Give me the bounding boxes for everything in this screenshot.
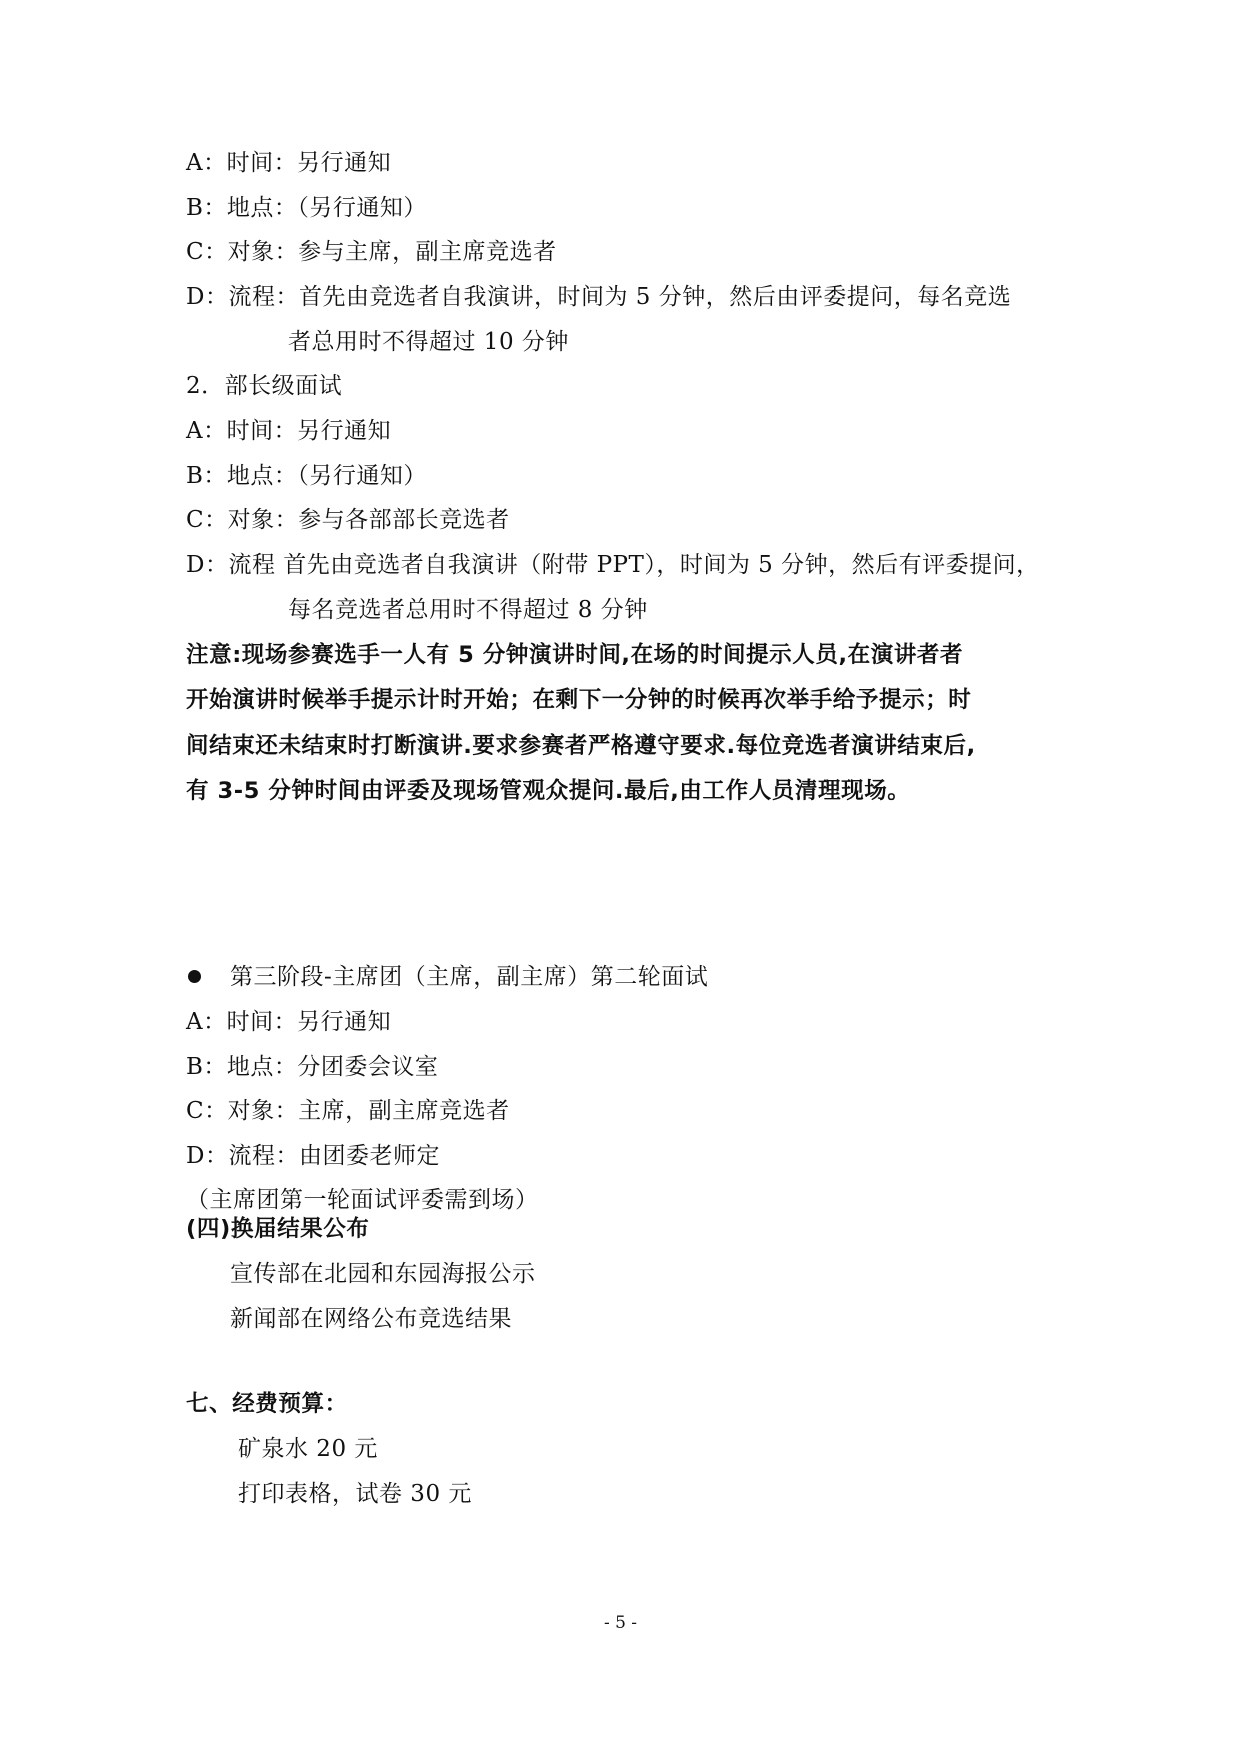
minister-location: B：地点：（另行通知） — [186, 463, 427, 489]
round1-time: A：时间：另行通知 — [186, 150, 392, 176]
results-item-2: 新闻部在网络公布竞选结果 — [230, 1306, 512, 1332]
stage3-note: （主席团第一轮面试评委需到场） — [186, 1187, 539, 1213]
minister-process-line1: D：流程 首先由竞选者自我演讲（附带 PPT），时间为 5 分钟，然后有评委提问， — [186, 552, 1040, 578]
budget-heading: 七、经费预算： — [186, 1391, 348, 1417]
minister-target: C：对象：参与各部部长竞选者 — [186, 507, 510, 533]
round1-process-line2: 者总用时不得超过 10 分钟 — [288, 329, 569, 355]
bullet-icon — [188, 970, 201, 983]
stage3-process: D：流程：由团委老师定 — [186, 1143, 440, 1169]
notice-line4: 有 3-5 分钟时间由评委及现场管观众提问.最后,由工作人员清理现场。 — [186, 778, 911, 804]
round1-location: B：地点：（另行通知） — [186, 195, 427, 221]
stage3-time: A：时间：另行通知 — [186, 1009, 392, 1035]
minister-process-line2: 每名竞选者总用时不得超过 8 分钟 — [288, 597, 648, 623]
page-number: - 5 - — [603, 1613, 638, 1633]
notice-line3: 间结束还未结束时打断演讲.要求参赛者严格遵守要求.每位竞选者演讲结束后, — [186, 733, 976, 759]
stage3-location: B：地点：分团委会议室 — [186, 1054, 439, 1080]
notice-line2: 开始演讲时候举手提示计时开始；在剩下一分钟的时候再次举手给予提示；时 — [186, 687, 972, 713]
results-item-1: 宣传部在北园和东园海报公示 — [230, 1261, 536, 1287]
minister-time: A：时间：另行通知 — [186, 418, 392, 444]
notice-line1: 注意:现场参赛选手一人有 5 分钟演讲时间,在场的时间提示人员,在演讲者者 — [186, 642, 964, 668]
round1-target: C：对象：参与主席，副主席竞选者 — [186, 239, 557, 265]
stage3-heading: 第三阶段-主席团（主席，副主席）第二轮面试 — [230, 964, 709, 990]
minister-heading: 2．部长级面试 — [186, 373, 343, 399]
budget-item-1: 矿泉水 20 元 — [238, 1436, 378, 1462]
results-heading: (四)换届结果公布 — [186, 1216, 370, 1242]
budget-item-2: 打印表格，试卷 30 元 — [238, 1481, 472, 1507]
stage3-target: C：对象：主席，副主席竞选者 — [186, 1098, 510, 1124]
round1-process-line1: D：流程：首先由竞选者自我演讲，时间为 5 分钟，然后由评委提问，每名竞选 — [186, 284, 1012, 310]
